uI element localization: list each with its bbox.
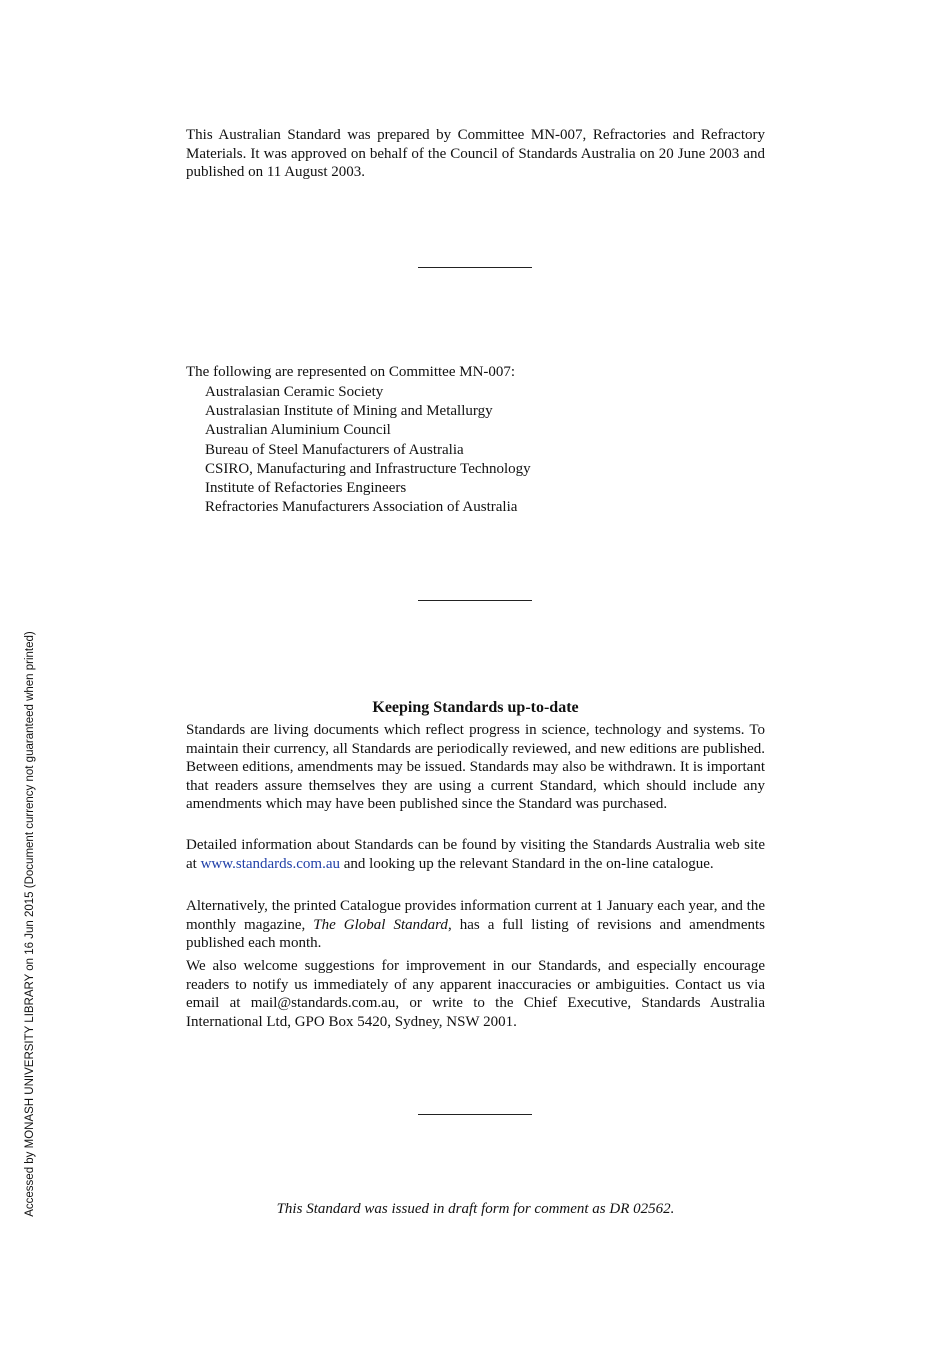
keeping-paragraph-2	[186, 836, 765, 873]
section-divider-1	[418, 267, 532, 268]
paragraph-text: , has a full listing of revisions and amendments published each month.	[186, 916, 765, 951]
paragraph-text: Alternatively, the printed Catalogue provides information current at 1 January each year, and the monthly magazine,	[186, 898, 765, 933]
section-divider-3	[418, 1114, 532, 1115]
keeping-paragraph-1: Standards are living documents which reflect progress in science, technology and systems. To maintain their currency, all Standards are periodically reviewed, and new editions are published. Between editions, amendments may be issued. Standards may also be withdrawn. It is important that readers assure themselves they are using a current Standard, which should include any amendments which may have been published since the Standard was purchased.	[186, 722, 765, 812]
committee-member: Australian Aluminium Council	[205, 422, 391, 439]
paragraph-text: and looking up the relevant Standard in the on-line catalogue.	[340, 855, 714, 872]
keeping-standards-heading: Keeping Standards up-to-date	[372, 699, 579, 716]
section-divider-2	[418, 600, 532, 601]
draft-comment-note: This Standard was issued in draft form for comment as DR 02562.	[276, 1201, 675, 1217]
committee-member: Institute of Refactories Engineers	[205, 480, 407, 497]
committee-member: Refractories Manufacturers Association of Australia	[205, 499, 518, 516]
committee-member: Australasian Ceramic Society	[205, 384, 384, 400]
keeping-paragraph-3	[186, 897, 765, 953]
committee-member-list	[205, 383, 531, 517]
magazine-title: The Global Standard	[313, 916, 448, 933]
keeping-paragraph-4: We also welcome suggestions for improvement in our Standards, and especially encourage readers to notify us immediately of any apparent inaccuracies or ambiguities. Contact us via email at mail@standards.com.au, or write to the Chief Executive, Standards Australia International Ltd, GPO Box 5420, Sydney, NSW 2001.	[186, 958, 765, 1030]
committee-member: Australasian Institute of Mining and Metallurgy	[205, 403, 493, 420]
approval-paragraph: This Australian Standard was prepared by Committee MN-007, Refractories and Refractory Materials. It was approved on behalf of the Council of Standards Australia on 20 June 2003 and published on 11 August 2003.	[186, 127, 765, 180]
committee-member: CSIRO, Manufacturing and Infrastructure Technology	[205, 460, 531, 477]
paragraph-text: Detailed information about Standards can be found by visiting the Standards Australia web site at	[186, 837, 765, 872]
committee-member: Bureau of Steel Manufacturers of Australia	[205, 441, 464, 458]
standards-website-link[interactable]: www.standards.com.au	[200, 855, 340, 872]
library-access-stamp: Accessed by MONASH UNIVERSITY LIBRARY on 16 Jun 2015 (Document currency not guaranteed when printed)	[24, 631, 36, 1217]
committee-intro: The following are represented on Committee MN-007:	[186, 364, 516, 380]
